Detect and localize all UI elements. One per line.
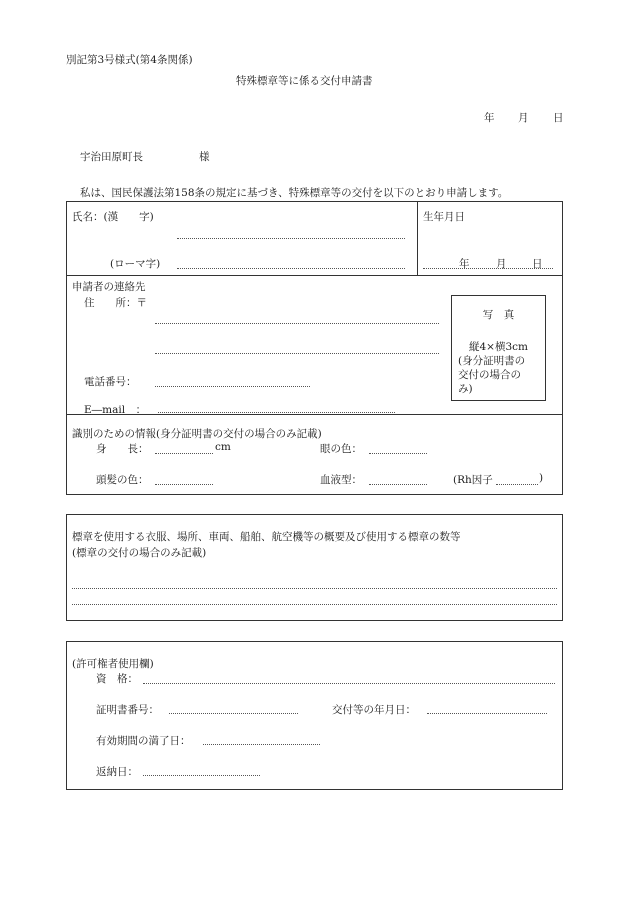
return-date-field[interactable]: [143, 775, 260, 776]
issue-date-label: 交付等の年月日：: [332, 704, 416, 716]
qualification-label: 資 格：: [96, 673, 138, 685]
photo-note-1: (身分証明書の: [458, 355, 526, 367]
contact-heading: 申請者の連絡先: [72, 281, 146, 293]
expiry-label: 有効期間の満了日：: [96, 735, 191, 747]
address-label: 住 所：〒: [84, 297, 147, 309]
divider: [66, 275, 563, 276]
eye-color-field[interactable]: [369, 453, 427, 454]
cert-number-label: 証明書番号：: [96, 704, 159, 716]
height-unit: cm: [215, 441, 231, 453]
email-field[interactable]: [158, 412, 395, 413]
address-field-2[interactable]: [155, 353, 439, 354]
romaji-label: (ローマ字): [110, 258, 161, 270]
eye-label: 眼の色：: [320, 443, 362, 455]
rh-close: ): [539, 472, 544, 484]
form-id: 別記第3号様式(第4条関係): [66, 54, 193, 66]
date-day: 日: [553, 112, 564, 124]
photo-note-2: 交付の場合の: [458, 369, 521, 381]
date-year: 年: [484, 112, 495, 124]
height-field[interactable]: [155, 453, 213, 454]
usage-field-1[interactable]: [72, 588, 557, 589]
usage-field-2[interactable]: [72, 604, 557, 605]
qualification-field[interactable]: [143, 683, 555, 684]
return-label: 返納日：: [96, 766, 138, 778]
date-month: 月: [518, 112, 529, 124]
usage-line-1: 標章を使用する衣服、場所、車両、船舶、航空機等の概要及び使用する標章の数等: [72, 531, 461, 543]
photo-box: [451, 295, 546, 401]
birth-day: 日: [532, 258, 543, 270]
form-title: 特殊標章等に係る交付申請書: [236, 75, 373, 87]
height-label: 身 長：: [96, 443, 149, 455]
rh-field[interactable]: [496, 484, 538, 485]
photo-note-3: み): [458, 383, 473, 395]
blood-label: 血液型：: [320, 474, 362, 486]
name-kanji-field[interactable]: [177, 238, 405, 239]
birth-month: 月: [496, 258, 507, 270]
usage-line-2: (標章の交付の場合のみ記載): [72, 547, 207, 559]
address-field-1[interactable]: [155, 323, 439, 324]
birth-label: 生年月日: [423, 211, 465, 223]
addressee-name: 宇治田原町長: [80, 151, 143, 163]
birth-year: 年: [459, 258, 470, 270]
photo-size: 縦4×横3cm: [469, 341, 528, 353]
photo-title: 写 真: [482, 309, 515, 321]
phone-field[interactable]: [155, 386, 310, 387]
phone-label: 電話番号：: [84, 376, 137, 388]
divider: [417, 201, 418, 275]
addressee-honorific: 様: [199, 151, 210, 163]
expiry-field[interactable]: [203, 744, 320, 745]
hair-label: 頭髪の色：: [96, 474, 149, 486]
rh-label: (Rh因子: [453, 474, 493, 486]
hair-color-field[interactable]: [155, 484, 213, 485]
blood-type-field[interactable]: [369, 484, 427, 485]
name-romaji-field[interactable]: [177, 268, 405, 269]
name-label: 氏名：(漢 字): [72, 211, 154, 223]
id-heading: 識別のための情報(身分証明書の交付の場合のみ記載): [72, 428, 322, 440]
official-heading: (許可権者使用欄): [72, 658, 154, 670]
intro-text: 私は、国民保護法第158条の規定に基づき、特殊標章等の交付を以下のとおり申請します。: [80, 187, 509, 199]
email-label: E―mail ：: [84, 404, 147, 416]
cert-number-field[interactable]: [169, 713, 298, 714]
issue-date-field[interactable]: [427, 713, 547, 714]
